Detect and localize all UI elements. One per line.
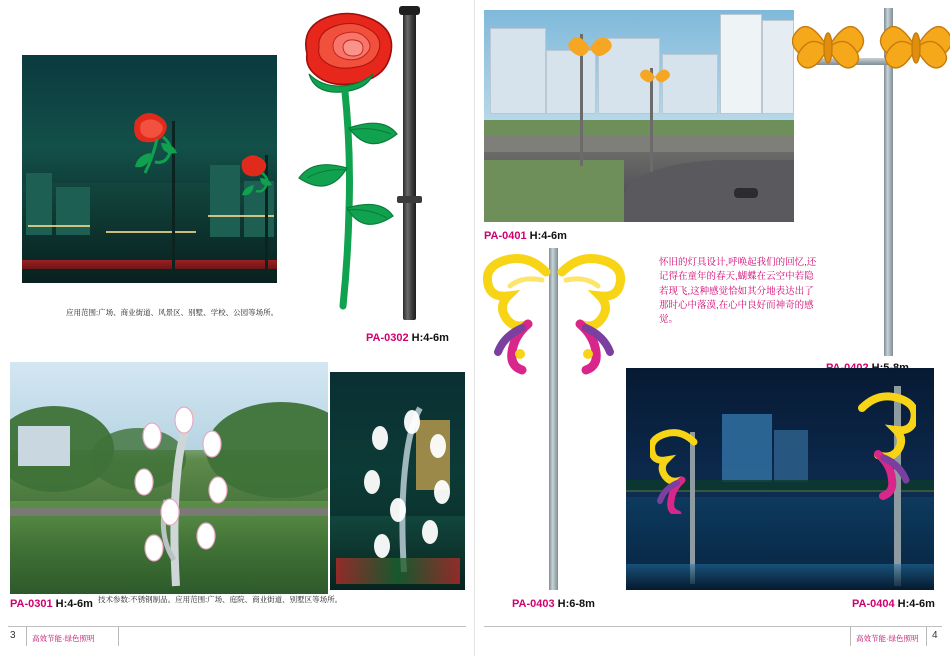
tree-specs-text: 技术参数:不锈钢制品。应用范围:广场、庭院、商业街道、别墅区等场所。 [98,595,343,604]
butterfly-note-text: 怀旧的灯具设计,呼唤起我们的回忆,还记得在童年的春天,蝴蝶在云空中若隐若现飞,这种感觉恰如其分地表达出了那时心中落漠,在心中良好而神奇的感觉。 [659,257,817,325]
caption-code: PA-0401 [484,230,527,242]
caption-pa0403 [512,598,595,610]
background-building [762,20,794,114]
photo-butterfly-street-day [484,10,794,222]
background-building-lit [774,430,808,482]
page-number-right: 4 [932,630,938,641]
roadside-grass [484,160,624,222]
caption-height: H:4-6m [55,598,93,610]
caption-height: H:4-6m [897,598,935,610]
footer-rule-left [8,626,466,627]
photo-tree-lamp-night [330,372,465,590]
background-building [662,54,718,114]
butterfly-motif-icon [640,66,670,88]
phoenix-motif-icon [650,426,732,514]
caption-code: PA-0302 [366,332,409,344]
photo-phoenix-night [626,368,934,590]
caption-code: PA-0403 [512,598,555,610]
caption-height: H:4-6m [529,230,567,242]
caption-code: PA-0301 [10,598,53,610]
flower-bed-strip [22,260,277,269]
phoenix-pair-illustration [466,250,642,380]
caption-pa0302 [366,332,449,344]
tree-lamp-sculpture-night [346,396,465,576]
building-light-row [106,231,196,233]
water-reflection [626,564,934,590]
footer-divider [26,626,27,646]
phoenix-motif-icon [808,388,916,500]
photo-rose-plaza-night [22,55,277,283]
car-shape [734,188,758,198]
background-building [18,426,70,466]
rose-illustration [285,8,435,318]
building-light-row [28,225,90,227]
caption-code: PA-0404 [852,598,895,610]
footer-label-right: 高效节能·绿色照明 [856,634,919,643]
footer-rule-right [484,626,942,627]
rose-motif-icon [117,107,189,177]
caption-height: H:6-8m [557,598,595,610]
caption-height: H:4-6m [411,332,449,344]
median-grass [484,120,794,136]
background-building [720,14,762,114]
footer-divider [850,626,851,646]
rose-application-text: 应用范围:广场、商业街道、风景区、别墅、学校、公园等场所。 [66,308,279,317]
tree-lamp-sculpture [114,390,244,590]
building-shape [56,187,90,235]
footer-label-left: 高效节能·绿色照明 [32,634,95,643]
caption-pa0301 [10,598,93,610]
rose-motif-icon [230,151,277,205]
page-number-left: 3 [10,630,16,641]
background-building [490,28,546,114]
flower-bed-lit [336,558,460,584]
caption-pa0401 [484,230,567,242]
footer-divider [926,626,927,646]
butterfly-pair-illustration [792,12,950,84]
butterfly-motif-icon [568,32,612,64]
photo-tree-lamp-day [10,362,328,594]
road-lane [484,136,794,152]
caption-pa0404 [852,598,935,610]
footer-divider [118,626,119,646]
